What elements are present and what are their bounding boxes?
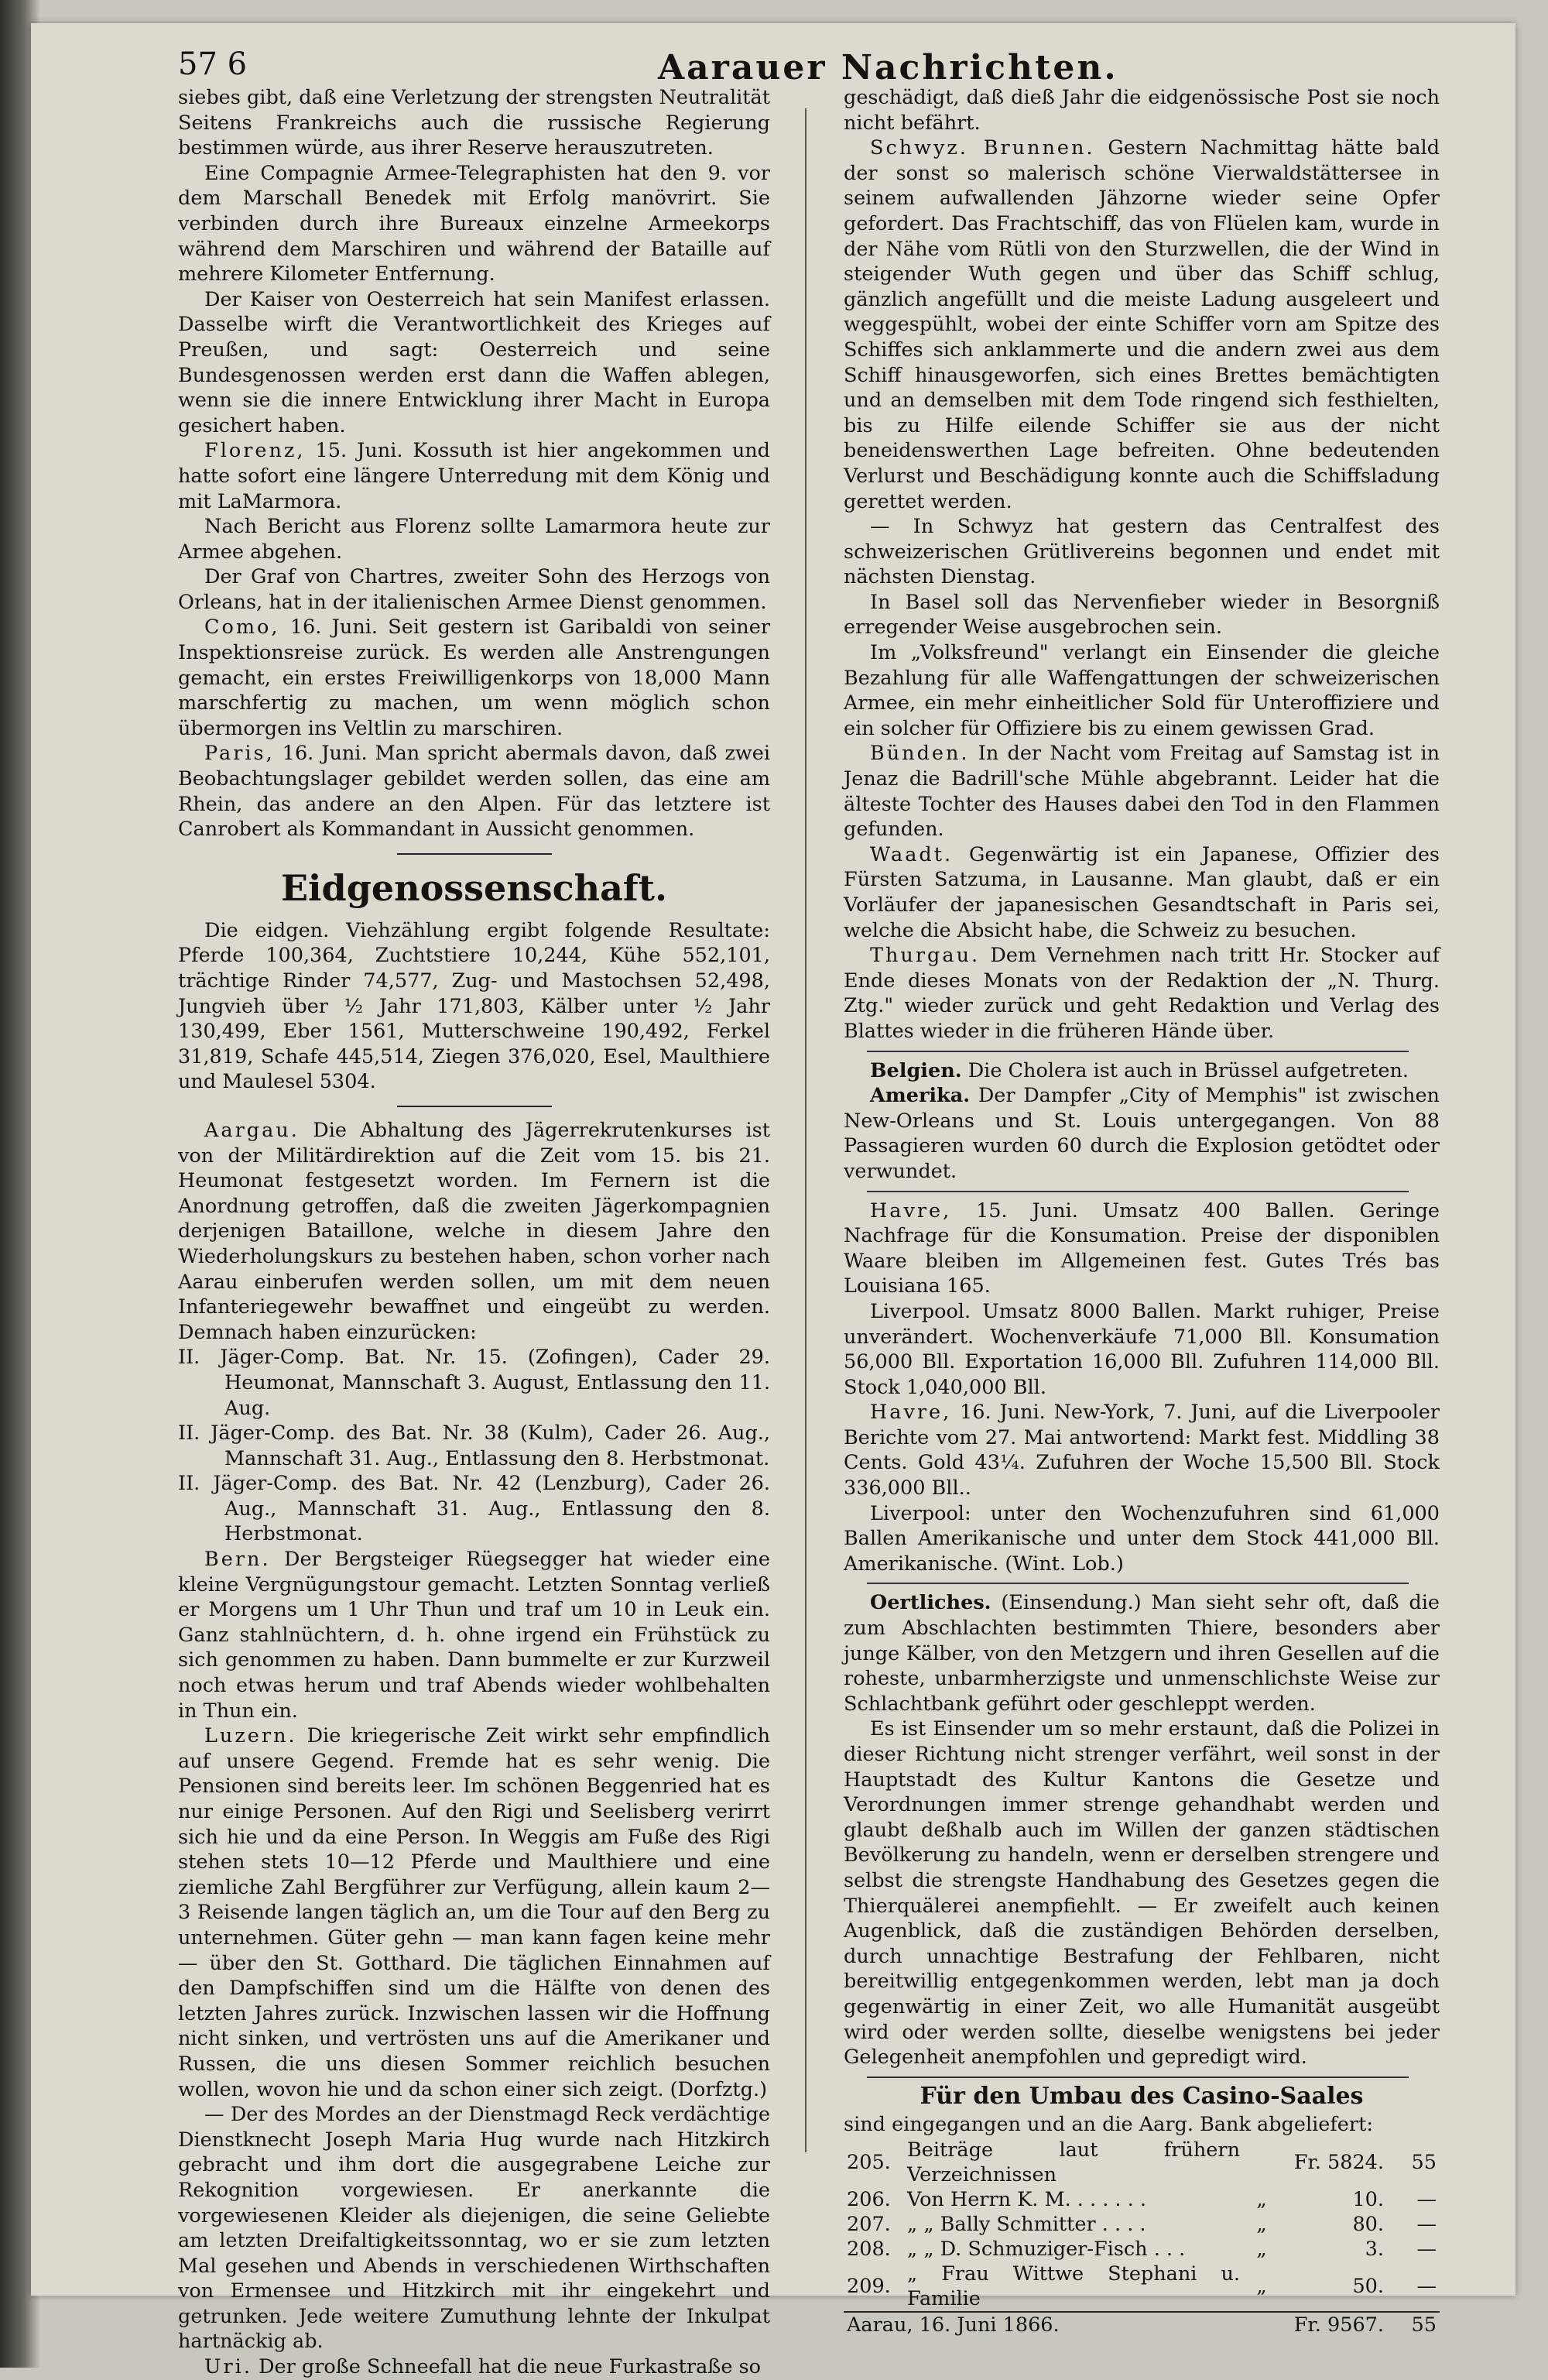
dateline: Havre, [870, 1199, 952, 1223]
article-paragraph: Havre, 15. Juni. Umsatz 400 Ballen. Geringe Nachfrage für die Konsumation. Preise der disponiblen Waare bleiben im Allgemeinen fest. Gutes Trés bas Louisiana 165. [844, 1199, 1440, 1298]
article-paragraph: Waadt. Gegenwärtig ist ein Japanese, Offizier des Fürsten Satzuma, in Lausanne. Man glaubt, daß er ein Vorläufer der japanesischen Gesandtschaft in Paris sei, welche die Absicht habe, die Schweiz zu besuchen. [844, 842, 1440, 942]
dateline: Belgien. [870, 1058, 962, 1082]
article-paragraph: Amerika. Der Dampfer „City of Memphis" ist zwischen New-Orleans und St. Louis untergegangen. Von 88 Passagieren wurden 60 durch die Explosion getödtet oder verwundet. [844, 1084, 1440, 1183]
article-paragraph: Aargau. Die Abhaltung des Jägerrekrutenkurses ist von der Militärdirektion auf die Zeit vom 15. bis 21. Heumonat festgesetzt worden. Im Fernern ist die Anordnung getroffen, daß die zweiten Jägerkompagnien derjenigen Bataillone, welche in diesem Jahre den Wiederholungskurs zu bestehen haben, schon vorher nach Aarau einberufen werden sollen, um mit dem neuen Infanteriegewehr bewaffnet und eingeübt zu werden. Demnach haben einzurücken: [178, 1118, 770, 1344]
article-paragraph: Bern. Der Bergsteiger Rüegsegger hat wieder eine kleine Vergnügungstour gemacht. Letzten Sonntag verließ er Morgens um 1 Uhr Thun und traf um 10 in Leuk ein. Ganz stahlnüchtern, d. h. ohne irgend ein Frühstück zu sich genommen zu haben. Dann bummelte er zur Kurzweil noch etwas herum und traf Abends wieder wohlbehalten in Thun ein. [178, 1548, 771, 1723]
dateline: Amerika. [870, 1084, 971, 1108]
column-divider [805, 108, 807, 2152]
list-item: II. Jäger-Comp. des Bat. Nr. 42 (Lenzburg), Cader 26. Aug., Mannschaft 31. Aug., Entlassung den 8. Herbstmonat. [178, 1472, 770, 1546]
article-paragraph: siebes gibt, daß eine Verletzung der strengsten Neutralität Seitens Frankreichs auch die russische Regierung bestimmen würde, aus ihrer Reserve herauszutreten. [178, 86, 770, 160]
section-rule [867, 1051, 1409, 1052]
dateline: Uri. [204, 2355, 252, 2379]
table-row: 207. „ „ Bally Schmitter . . . . „ 80. — [847, 2212, 1437, 2236]
list-item: II. Jäger-Comp. des Bat. Nr. 38 (Kulm), Cader 26. Aug., Mannschaft 31. Aug., Entlassung den 8. Herbstmonat. [178, 1421, 770, 1470]
article-paragraph: In Basel soll das Nervenfieber wieder in Besorgniß erregender Weise ausgebrochen sein. [844, 590, 1440, 640]
section-rule [397, 1106, 552, 1107]
fund-title: Für den Umbau des Casino-Saales [920, 2082, 1364, 2110]
article-paragraph: Nach Bericht aus Florenz sollte Lamarmora heute zur Armee abgehen. [178, 515, 770, 564]
dateline: Luzern. [204, 1724, 297, 1748]
article-paragraph: Schwyz. Brunnen. Gestern Nachmittag hätte bald der sonst so malerisch schöne Vierwaldstättersee in seinem aufwallenden Jähzorne wieder seine Opfer gefordert. Das Frachtschiff, das von Flüelen kam, wurde in der Nähe vom Rütli von den Sturzwellen, die der Wind in steigender Wuth gegen und über das Schiff schlug, gänzlich angefüllt und die meiste Ladung ausgeleert und weggespühlt, wobei der einte Schiffer vorn am Spitze des Schiffes sich anklammerte und die andern zwei aus dem Schiff hinausgeworfen, sich eines Brettes bemächtigten und an demselben mit dem Tode ringend sich festhielten, bis zu Hilfe eilende Schiffer sie aus der nicht beneidenswerthen Lage befreiten. Ohne bedeutenden Verlurst und Beschädigung konnte auch die Schiffsladung gerettet werden. [844, 136, 1440, 513]
list-item: II. Jäger-Comp. Bat. Nr. 15. (Zofingen), Cader 29. Heumonat, Mannschaft 3. August, Entlassung den 11. Aug. [178, 1346, 770, 1420]
left-column [178, 85, 770, 2380]
article-paragraph: Como, 16. Juni. Seit gestern ist Garibaldi von seiner Inspektionsreise zurück. Es werden alle Anstrengungen gemacht, ein erstes Freiwilligenkorps von 18,000 Mann marschfertig zu machen, um wenn möglich schon übermorgen ins Veltlin zu marschiren. [178, 616, 771, 740]
article-paragraph: Der Kaiser von Oesterreich hat sein Manifest erlassen. Dasselbe wirft die Verantwortlichkeit des Krieges auf Preußen, und sagt: Oesterreich und seine Bundesgenossen werden erst dann die Waffen ablegen, wenn sie die innere Entwicklung ihrer Macht in Europa gesichert haben. [178, 287, 770, 437]
section-rule [867, 1191, 1409, 1192]
fund-intro: sind eingegangen und an die Aarg. Bank abgeliefert: [844, 2113, 1373, 2137]
dateline: Oertliches. [870, 1591, 991, 1615]
article-paragraph: Florenz, 15. Juni. Kossuth ist hier angekommen und hatte sofort eine längere Unterredung mit dem König und mit LaMarmora. [178, 439, 770, 513]
dateline: Bünden. [870, 742, 970, 766]
table-row: 208. „ „ D. Schmuziger-Fisch . . . „ 3. — [847, 2237, 1437, 2261]
section-rule [397, 853, 552, 855]
dateline: Bern. [204, 1548, 271, 1572]
total-rappen: 55 [1387, 2312, 1440, 2337]
section-title: Eidgenossenschaft. [281, 866, 667, 909]
dateline: Aargau. [204, 1118, 300, 1142]
table-row: 209. „ Frau Wittwe Stephani u. Familie „ 50. — [847, 2262, 1437, 2310]
table-row: 205. Beiträge laut frühern Verzeichnissen Fr. 5824. 55 [847, 2138, 1437, 2186]
dateline: Waadt. [870, 842, 954, 866]
article-paragraph: geschädigt, daß dieß Jahr die eidgenössische Post sie noch nicht befährt. [844, 86, 1440, 135]
page-number: 57 6 [178, 46, 248, 82]
masthead-title: Aarauer Nachrichten. [658, 48, 1118, 87]
section-rule [867, 1583, 1409, 1584]
article-paragraph: Liverpool. Umsatz 8000 Ballen. Markt ruhiger, Preise unverändert. Wochenverkäufe 71,000 Bll. Konsumation 56,000 Bll. Exportation 16,000 Bll. Zufuhren 114,000 Bll. Stock 1,040,000 Bll. [844, 1299, 1440, 1399]
article-paragraph: Die eidgen. Viehzählung ergibt folgende Resultate: Pferde 100,364, Zuchtstiere 10,244, Kühe 552,101, trächtige Rinder 74,577, Zug- und Mastochsen 52,498, Jungvieh über ½ Jahr 171,803, Kälber unter ½ Jahr 130,499, Eber 1561, Mutterschweine 190,492, Ferkel 31,819, Schafe 445,514, Ziegen 376,020, Esel, Maulthiere und Maulesel 5304. [178, 918, 770, 1094]
article-paragraph: Oertliches. (Einsendung.) Man sieht sehr oft, daß die zum Abschlachten bestimmten Thiere, besonders aber junge Kälber, von den Metzgern und ihren Gesellen auf die roheste, unbarmherzigste und unmenschlichste Weise zur Schlachtbank geführt oder geschleppt werden. [844, 1591, 1440, 1716]
dateline: Paris, [204, 742, 275, 766]
company-list [178, 1345, 770, 1547]
total-label: Aarau, 16. Juni 1866. [844, 2312, 1280, 2337]
total-amount: Fr. 9567. [1280, 2312, 1387, 2337]
article-paragraph: Luzern. Die kriegerische Zeit wirkt sehr empfindlich auf unsere Gegend. Fremde hat es sehr wenig. Die Pensionen sind bereits leer. Im schönen Beggenried hat es nur einige Personen. Auf den Rigi und Seelisberg verirrt sich hie und da eine Person. In Weggis am Fuße des Rigi stehen stets 10—12 Pferde und Maulthiere und eine ziemliche Zahl Bergführer zur Verfügung, allein kaum 2—3 Reisende langen täglich an, um die Tour auf den Berg zu unternehmen. Güter gehn — man kann fagen keine mehr — über den St. Gotthard. Die täglichen Einnahmen auf den Dampfschiffen sind um die Hälfte von denen des letzten Jahres zurück. Inzwischen lassen wir die Hoffnung nicht sinken, und vertrösten uns auf die Amerikaner und Russen, die uns diesen Sommer reichlich besuchen wollen, wovon hie und da schon einer sich zeigt. (Dorfztg.) [178, 1724, 770, 2101]
article-paragraph: Uri. Der große Schneefall hat die neue Furkastraße so [204, 2355, 761, 2379]
table-row: 206. Von Herrn K. M. . . . . . . „ 10. — [847, 2187, 1437, 2211]
article-paragraph: Eine Compagnie Armee-Telegraphisten hat den 9. vor dem Marschall Benedek mit Erfolg manövrirt. Sie verbinden durch ihre Bureaux einzelne Armeekorps während dem Marschiren und während der Bataille auf mehrere Kilometer Entfernung. [178, 161, 770, 286]
donation-table [844, 2138, 1440, 2337]
dateline: Como, [204, 616, 280, 640]
article-paragraph: — In Schwyz hat gestern das Centralfest des schweizerischen Grütlivereins begonnen und endet mit nächsten Dienstag. [844, 515, 1440, 589]
article-paragraph: Liverpool: unter den Wochenzufuhren sind 61,000 Ballen Amerikanische und unter dem Stock 441,000 Bll. Amerikanische. (Wint. Lob.) [844, 1501, 1440, 1576]
article-paragraph: Bünden. In der Nacht vom Freitag auf Samstag ist in Jenaz die Badrill'sche Mühle abgebrannt. Leider hat die älteste Tochter des Hauses dabei den Tod in den Flammen gefunden. [844, 742, 1440, 842]
dateline: Florenz, [204, 439, 306, 463]
section-rule [867, 2076, 1409, 2078]
article-paragraph: Der Graf von Chartres, zweiter Sohn des Herzogs von Orleans, hat in der italienischen Armee Dienst genommen. [178, 565, 770, 614]
article-paragraph: Havre, 16. Juni. New-York, 7. Juni, auf die Liverpooler Berichte vom 27. Mai antwortend: Markt fest. Middling 38 Cents. Gold 43¼. Zufuhren der Woche 15,500 Bll. Stock 336,000 Bll.. [844, 1401, 1440, 1500]
article-paragraph: Paris, 16. Juni. Man spricht abermals davon, daß zwei Beobachtungslager gebildet werden sollen, das eine am Rhein, das andere an den Alpen. Für das letztere ist Canrobert als Kommandant in Aussicht genommen. [178, 742, 770, 842]
dateline: Havre, [870, 1401, 952, 1425]
article-paragraph: — Der des Mordes an der Dienstmagd Reck verdächtige Dienstknecht Joseph Maria Hug wurde nach Hitzkirch gebracht und ihm dort die ausgegrabene Leiche zur Rekognition vorgewiesen. Er anerkannte die vorgewiesenen Kleider als diejenigen, die seine Geliebte am letzten Dreifaltigkeitssonntag, wo er sie zum letzten Mal gesehen und Abends in verschiedenen Wirthschaften von Ermensee und Hitzkirch mit ihr eingekehrt und getrunken. Jede weitere Zumuthung lehnte der Inkulpat hartnäckig ab. [178, 2103, 770, 2354]
dateline: Thurgau. [870, 944, 981, 968]
article-paragraph: Thurgau. Dem Vernehmen nach tritt Hr. Stocker auf Ende dieses Monats von der Redaktion der „N. Thurg. Ztg." wieder zurück und geht Redaktion und Verlag des Blattes wieder in die früheren Hände über. [844, 944, 1440, 1043]
total-row [844, 2312, 1440, 2337]
article-paragraph: Im „Volksfreund" verlangt ein Einsender die gleiche Bezahlung für alle Waffengattungen der schweizerischen Armee, ein mehr einheitlicher Sold für Unteroffiziere und ein solcher für Offiziere bis zu einem gewissen Grad. [844, 641, 1440, 740]
right-column [844, 85, 1440, 2337]
article-paragraph: Es ist Einsender um so mehr erstaunt, daß die Polizei in dieser Richtung nicht strenger verfährt, weil sonst in der Hauptstadt des Kultur Kantons die Gesetze und Verordnungen immer strenge gehandhabt werden und glaubt deßhalb auch im Willen der ganzen städtischen Bevölkerung zu handeln, wenn er derselben strengere und selbst die strengste Handhabung des Gesetzes gegen die Thierquälerei anempfiehlt. — Er zweifelt auch keinen Augenblick, daß die zuständigen Behörden derselben, durch unnachtige Bestrafung der Fehlbaren, nicht bereitwillig entgegenkommen werden, lebt man ja doch gegenwärtig in einer Zeit, wo alle Humanität ausgeübt wird oder werden sollte, dieselbe wenigstens bei jeder Gelegenheit anempfohlen und gepredigt wird. [844, 1717, 1440, 2070]
dateline: Schwyz. Brunnen. [870, 136, 1095, 160]
article-paragraph: Belgien. Die Cholera ist auch in Brüssel aufgetreten. [870, 1058, 1409, 1082]
